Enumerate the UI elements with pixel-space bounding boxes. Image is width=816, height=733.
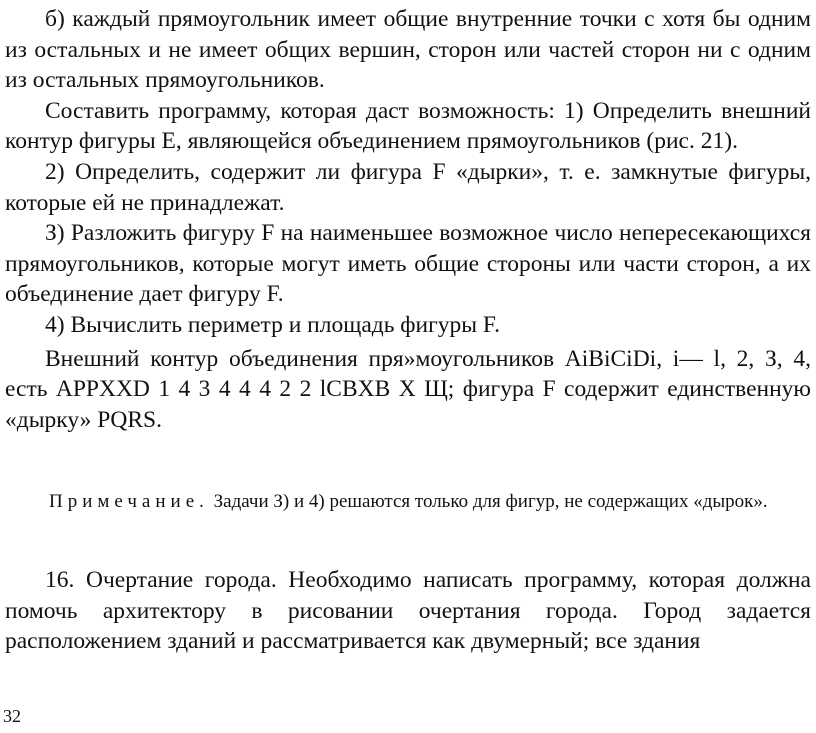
note-paragraph bbox=[5, 487, 811, 517]
section-16-block bbox=[5, 565, 811, 657]
section-16-paragraph: 16. Очертание города. Необходимо написать программу, которая должна помочь архитектору в рисовании очертания города. Город задается расположением зданий и рассматривается как двумерный; все здания bbox=[5, 567, 811, 655]
paragraph-task-2: 2) Определить, содержит ли фигура F «дырки», т. е. замкнутые фигуры, которые ей не принадлежат. bbox=[5, 158, 811, 216]
paragraph-task-4: 4) Вычислить периметр и площадь фигуры F. bbox=[45, 311, 500, 338]
note-label: Примечание. bbox=[49, 491, 209, 512]
paragraph-task-3: З) Разложить фигуру F на наименьшее возможное число непересекающихся прямоугольников, которые могут иметь общие стороны или части сторон, а их объединение дает фигуру F. bbox=[5, 220, 811, 308]
text-block-main bbox=[5, 4, 811, 435]
paragraph-task-1: Составить программу, которая даст возможность: 1) Определить внешний контур фигуры Е, являющейся объединением прямоугольников (рис. 21). bbox=[5, 97, 811, 155]
note-text: Задачи З) и 4) решаются только для фигур, не содержащих «дырок». bbox=[208, 491, 768, 512]
paragraph-example: Внешний контур объединения пря»моугольников AiBiCiDi, i— l, 2, З, 4, есть APPXXD 1 4 3 4 4 4 2 2 lCBXB X Щ; фигура F содержит единственную «дырку» PQRS. bbox=[5, 345, 811, 433]
note-block bbox=[5, 487, 811, 517]
page-number: 32 bbox=[3, 706, 21, 726]
paragraph-condition-b: б) каждый прямоугольник имеет общие внутренние точки с хотя бы одним из остальных и не имеет общих вершин, сторон или частей сторон ни с одним из остальных прямоугольников. bbox=[5, 6, 811, 94]
